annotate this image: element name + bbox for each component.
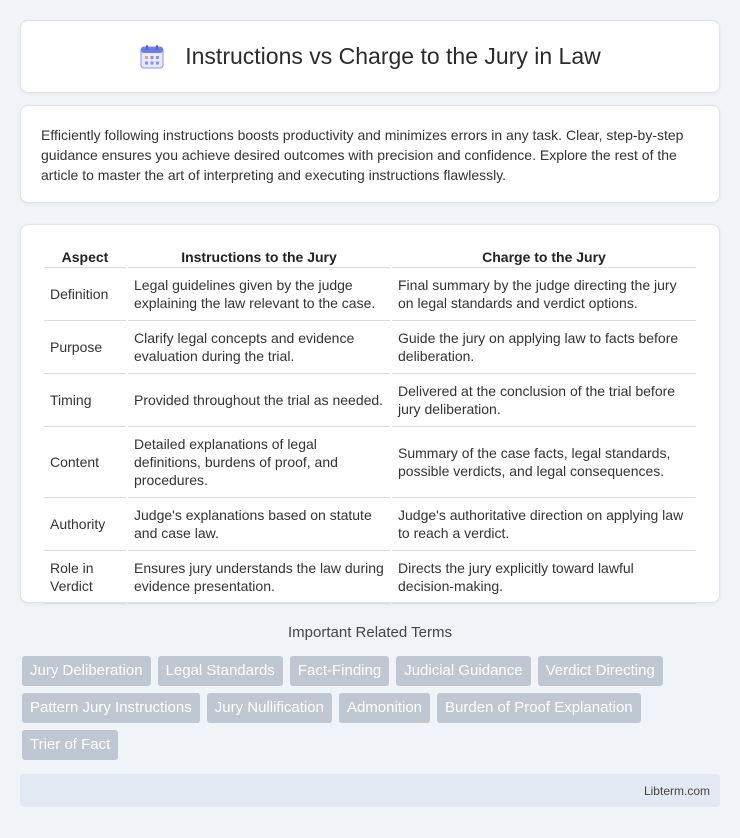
related-terms-title: Important Related Terms <box>288 624 452 641</box>
cell-charge: Directs the jury explicitly toward lawful decision-making. <box>392 551 696 604</box>
cell-aspect: Timing <box>44 374 126 427</box>
column-header-charge: Charge to the Jury <box>392 245 696 268</box>
cell-aspect: Authority <box>44 498 126 551</box>
related-term-tag[interactable]: Jury Deliberation <box>22 656 151 686</box>
page-title: Instructions vs Charge to the Jury in Law <box>185 43 601 69</box>
comparison-table <box>42 245 698 604</box>
cell-instructions: Detailed explanations of legal definitions, burdens of proof, and procedures. <box>128 427 390 498</box>
related-term-tag[interactable]: Judicial Guidance <box>396 656 530 686</box>
column-header-aspect: Aspect <box>44 245 126 268</box>
cell-charge: Guide the jury on applying law to facts before deliberation. <box>392 321 696 374</box>
calendar-icon <box>139 44 165 70</box>
related-term-tag[interactable]: Jury Nullification <box>207 693 332 723</box>
related-term-tag[interactable]: Pattern Jury Instructions <box>22 693 200 723</box>
table-row <box>44 268 696 321</box>
table-row <box>44 551 696 604</box>
table-row <box>44 427 696 498</box>
cell-instructions: Judge's explanations based on statute and case law. <box>128 498 390 551</box>
related-term-tag[interactable]: Trier of Fact <box>22 730 118 760</box>
cell-instructions: Ensures jury understands the law during evidence presentation. <box>128 551 390 604</box>
related-term-tag[interactable]: Fact-Finding <box>290 656 389 686</box>
table-header-row <box>44 245 696 268</box>
intro-text: Efficiently following instructions boosts productivity and minimizes errors in any task. Clear, step-by-step guidance ensures you achieve desired outcomes with precision and confidence. Explore the rest of the article to master the art of interpreting and executing instructions flawlessly. <box>41 127 684 183</box>
related-term-tag[interactable]: Burden of Proof Explanation <box>437 693 641 723</box>
cell-instructions: Clarify legal concepts and evidence evaluation during the trial. <box>128 321 390 374</box>
cell-instructions: Legal guidelines given by the judge explaining the law relevant to the case. <box>128 268 390 321</box>
header-card <box>20 20 720 93</box>
cell-aspect: Content <box>44 427 126 498</box>
related-term-tag[interactable]: Legal Standards <box>158 656 283 686</box>
cell-instructions: Provided throughout the trial as needed. <box>128 374 390 427</box>
cell-aspect: Definition <box>44 268 126 321</box>
cell-aspect: Purpose <box>44 321 126 374</box>
cell-charge: Delivered at the conclusion of the trial before jury deliberation. <box>392 374 696 427</box>
footer-site-link[interactable]: Libterm.com <box>643 784 710 798</box>
cell-charge: Judge's authoritative direction on applying law to reach a verdict. <box>392 498 696 551</box>
cell-charge: Summary of the case facts, legal standards, possible verdicts, and legal consequences. <box>392 427 696 498</box>
related-term-tag[interactable]: Admonition <box>339 693 430 723</box>
table-row <box>44 498 696 551</box>
related-term-tag[interactable]: Verdict Directing <box>538 656 663 686</box>
table-row <box>44 374 696 427</box>
cell-charge: Final summary by the judge directing the jury on legal standards and verdict options. <box>392 268 696 321</box>
table-row <box>44 321 696 374</box>
cell-aspect: Role in Verdict <box>44 551 126 604</box>
footer <box>20 774 720 807</box>
comparison-table-card <box>20 224 720 603</box>
related-terms-list <box>22 656 722 760</box>
column-header-instructions: Instructions to the Jury <box>128 245 390 268</box>
intro-card <box>20 105 720 203</box>
